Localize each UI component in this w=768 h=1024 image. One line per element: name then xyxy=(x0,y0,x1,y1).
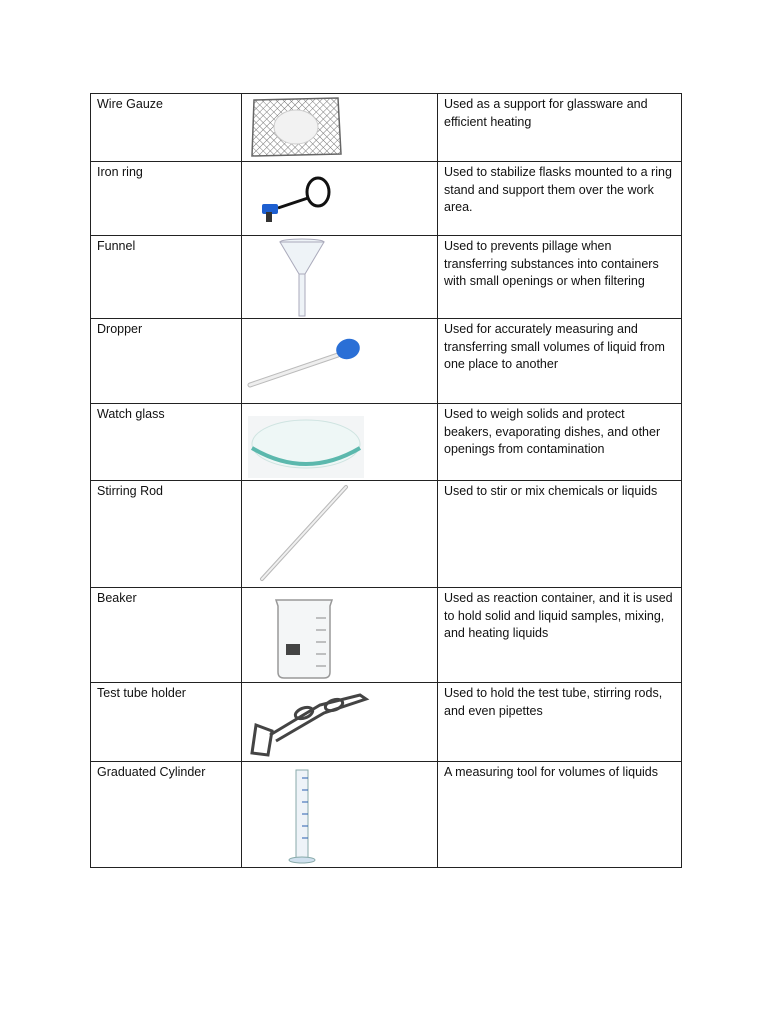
table-row xyxy=(91,588,682,683)
equipment-name-cell xyxy=(91,762,242,868)
equipment-use: Used for accurately measuring and transferring small volumes of liquid from one place to another xyxy=(444,322,665,371)
table-row xyxy=(91,319,682,404)
equipment-use: Used as reaction container, and it is used to hold solid and liquid samples, mixing, and heating liquids xyxy=(444,591,673,640)
wire-gauze-icon xyxy=(242,94,437,160)
equipment-use-cell xyxy=(438,588,682,683)
equipment-image-cell xyxy=(242,162,438,236)
table-row xyxy=(91,762,682,868)
equipment-name: Dropper xyxy=(97,322,143,336)
equipment-image-cell xyxy=(242,236,438,319)
equipment-image-cell xyxy=(242,762,438,868)
equipment-use-cell xyxy=(438,236,682,319)
equipment-image-cell xyxy=(242,588,438,683)
funnel-icon xyxy=(242,236,437,317)
equipment-name: Watch glass xyxy=(97,407,165,421)
equipment-name: Test tube holder xyxy=(97,686,186,700)
equipment-name-cell xyxy=(91,683,242,762)
iron-ring-icon xyxy=(242,162,437,234)
equipment-image-cell xyxy=(242,683,438,762)
equipment-use-cell xyxy=(438,162,682,236)
equipment-use: A measuring tool for volumes of liquids xyxy=(444,765,658,779)
equipment-use-cell xyxy=(438,762,682,868)
equipment-name: Beaker xyxy=(97,591,137,605)
table-row xyxy=(91,94,682,162)
equipment-name: Stirring Rod xyxy=(97,484,163,498)
table-row xyxy=(91,683,682,762)
equipment-image-cell xyxy=(242,94,438,162)
graduated-cylinder-icon xyxy=(242,762,437,866)
equipment-name-cell xyxy=(91,236,242,319)
table-row xyxy=(91,236,682,319)
equipment-use-cell xyxy=(438,319,682,404)
watch-glass-icon xyxy=(242,404,437,479)
equipment-use: Used to prevents pillage when transferring substances into containers with small openings or when filtering xyxy=(444,239,659,288)
equipment-image-cell xyxy=(242,481,438,588)
equipment-name: Graduated Cylinder xyxy=(97,765,206,779)
equipment-image-cell xyxy=(242,319,438,404)
equipment-use: Used as a support for glassware and efficient heating xyxy=(444,97,648,129)
stirring-rod-icon xyxy=(242,481,437,586)
equipment-use: Used to stabilize flasks mounted to a ring stand and support them over the work area. xyxy=(444,165,672,214)
equipment-name-cell xyxy=(91,319,242,404)
equipment-use: Used to stir or mix chemicals or liquids xyxy=(444,484,658,498)
test-tube-holder-icon xyxy=(242,683,437,760)
equipment-use: Used to hold the test tube, stirring rods, and even pipettes xyxy=(444,686,663,718)
equipment-name-cell xyxy=(91,404,242,481)
equipment-use: Used to weigh solids and protect beakers, evaporating dishes, and other openings from contamination xyxy=(444,407,661,456)
dropper-icon xyxy=(242,319,437,402)
equipment-name-cell xyxy=(91,588,242,683)
beaker-icon xyxy=(242,588,437,681)
lab-equipment-table xyxy=(90,93,682,868)
equipment-use-cell xyxy=(438,683,682,762)
equipment-use-cell xyxy=(438,481,682,588)
table-row xyxy=(91,404,682,481)
equipment-use-cell xyxy=(438,404,682,481)
equipment-name-cell xyxy=(91,162,242,236)
equipment-name: Wire Gauze xyxy=(97,97,163,111)
equipment-image-cell xyxy=(242,404,438,481)
equipment-name-cell xyxy=(91,481,242,588)
table-row xyxy=(91,481,682,588)
equipment-name: Funnel xyxy=(97,239,136,253)
equipment-use-cell xyxy=(438,94,682,162)
equipment-name: Iron ring xyxy=(97,165,143,179)
equipment-name-cell xyxy=(91,94,242,162)
table-row xyxy=(91,162,682,236)
